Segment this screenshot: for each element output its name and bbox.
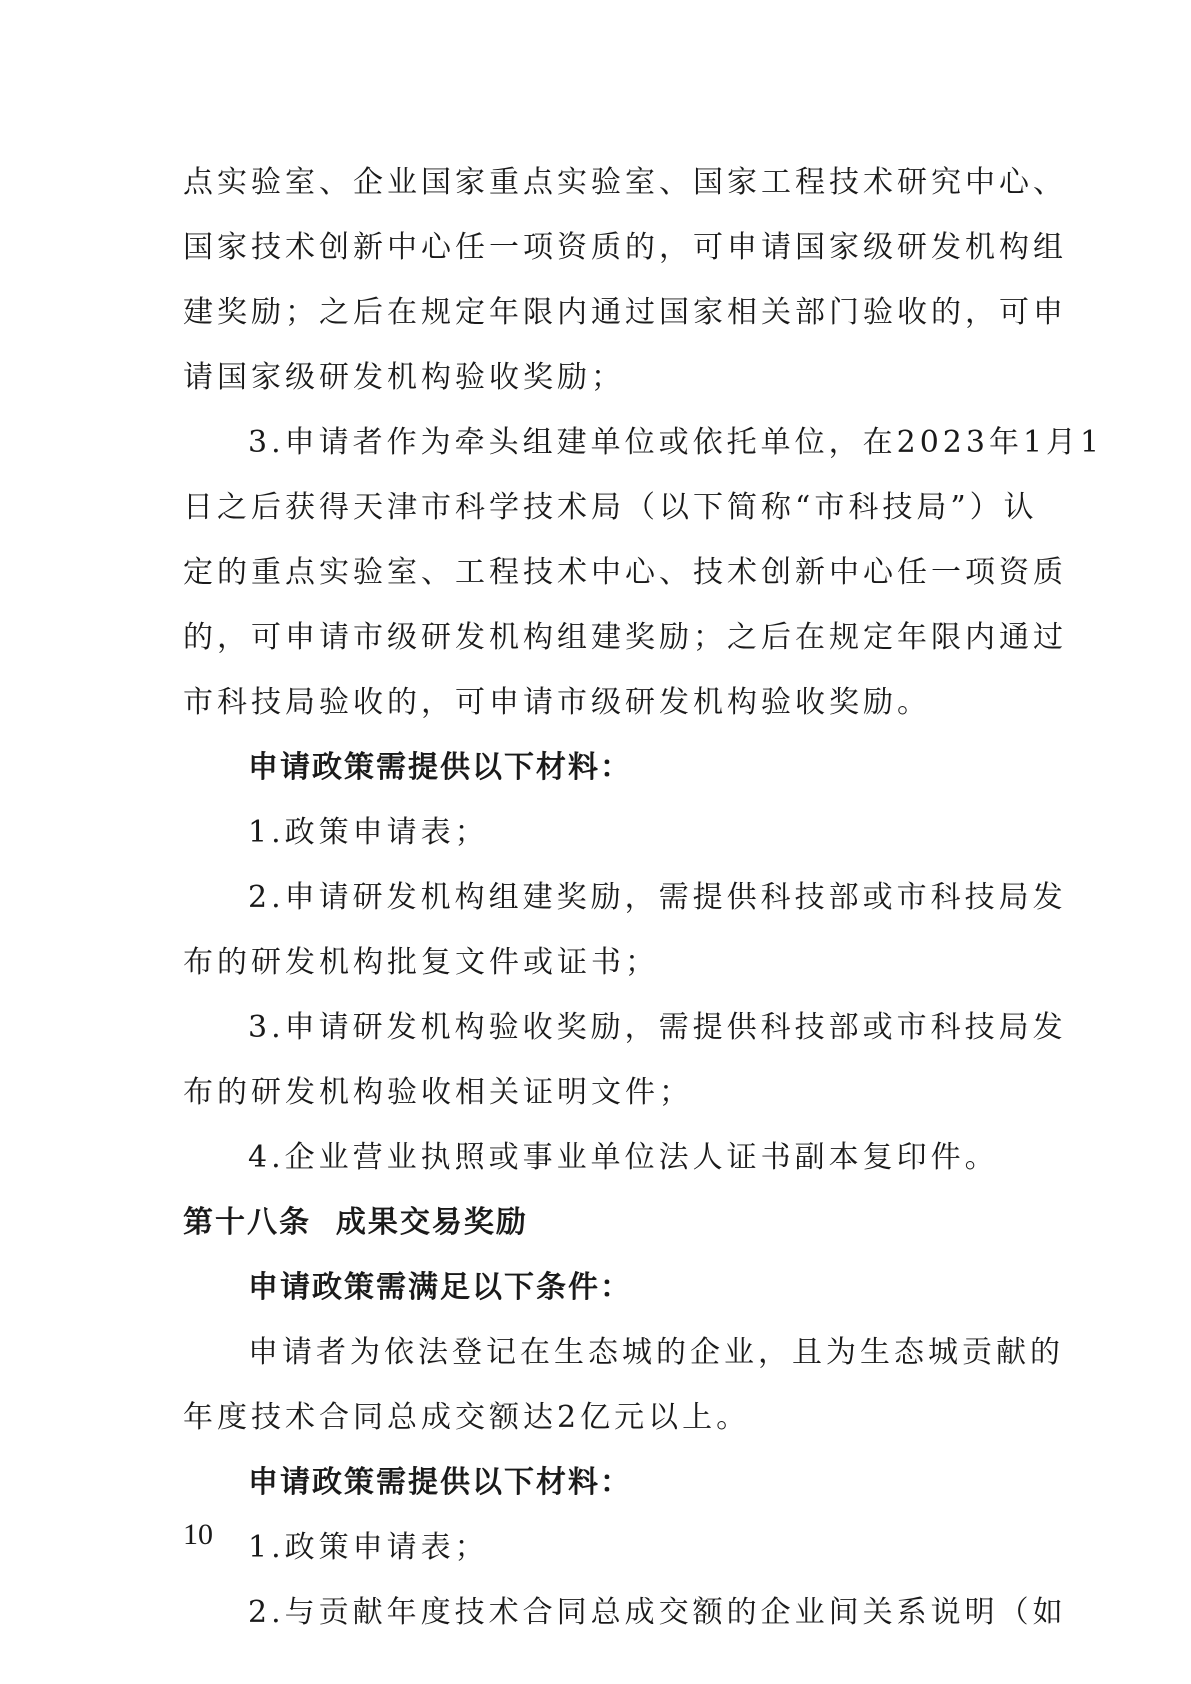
list-item: 1.政策申请表； [248, 1530, 489, 1565]
body-line: 布的研发机构批复文件或证书； [183, 945, 659, 980]
list-item: 4.企业营业执照或事业单位法人证书副本复印件。 [248, 1140, 999, 1175]
body-line: 点实验室、企业国家重点实验室、国家工程技术研究中心、 [183, 165, 1067, 200]
body-line: 申请者为依法登记在生态城的企业，且为生态城贡献的 [248, 1335, 1064, 1370]
body-line: 年度技术合同总成交额达2亿元以上。 [183, 1400, 751, 1435]
section-subheading: 申请政策需提供以下材料： [248, 1465, 632, 1500]
body-line: 布的研发机构验收相关证明文件； [183, 1075, 693, 1110]
body-line: 建奖励；之后在规定年限内通过国家相关部门验收的，可申 [183, 295, 1067, 330]
section-subheading: 申请政策需满足以下条件： [248, 1270, 632, 1305]
body-line: 3.申请者作为牵头组建单位或依托单位，在2023年1月1 [248, 425, 1104, 460]
body-line: 请国家级研发机构验收奖励； [183, 360, 625, 395]
article-heading: 第十八条 成果交易奖励 [183, 1205, 528, 1240]
list-item: 3.申请研发机构验收奖励，需提供科技部或市科技局发 [248, 1010, 1067, 1045]
body-line: 市科技局验收的，可申请市级研发机构验收奖励。 [183, 685, 931, 720]
document-body [183, 150, 1104, 1645]
body-line: 定的重点实验室、工程技术中心、技术创新中心任一项资质 [183, 555, 1067, 590]
body-line: 日之后获得天津市科学技术局（以下简称“市科技局”）认 [183, 490, 1038, 525]
section-subheading: 申请政策需提供以下材料： [248, 750, 632, 785]
list-item: 2.申请研发机构组建奖励，需提供科技部或市科技局发 [248, 880, 1067, 915]
page-number: 10 [183, 1518, 213, 1551]
list-item: 1.政策申请表； [248, 815, 489, 850]
list-item: 2.与贡献年度技术合同总成交额的企业间关系说明（如 [248, 1595, 1067, 1630]
body-line: 国家技术创新中心任一项资质的，可申请国家级研发机构组 [183, 230, 1067, 265]
body-line: 的，可申请市级研发机构组建奖励；之后在规定年限内通过 [183, 620, 1067, 655]
